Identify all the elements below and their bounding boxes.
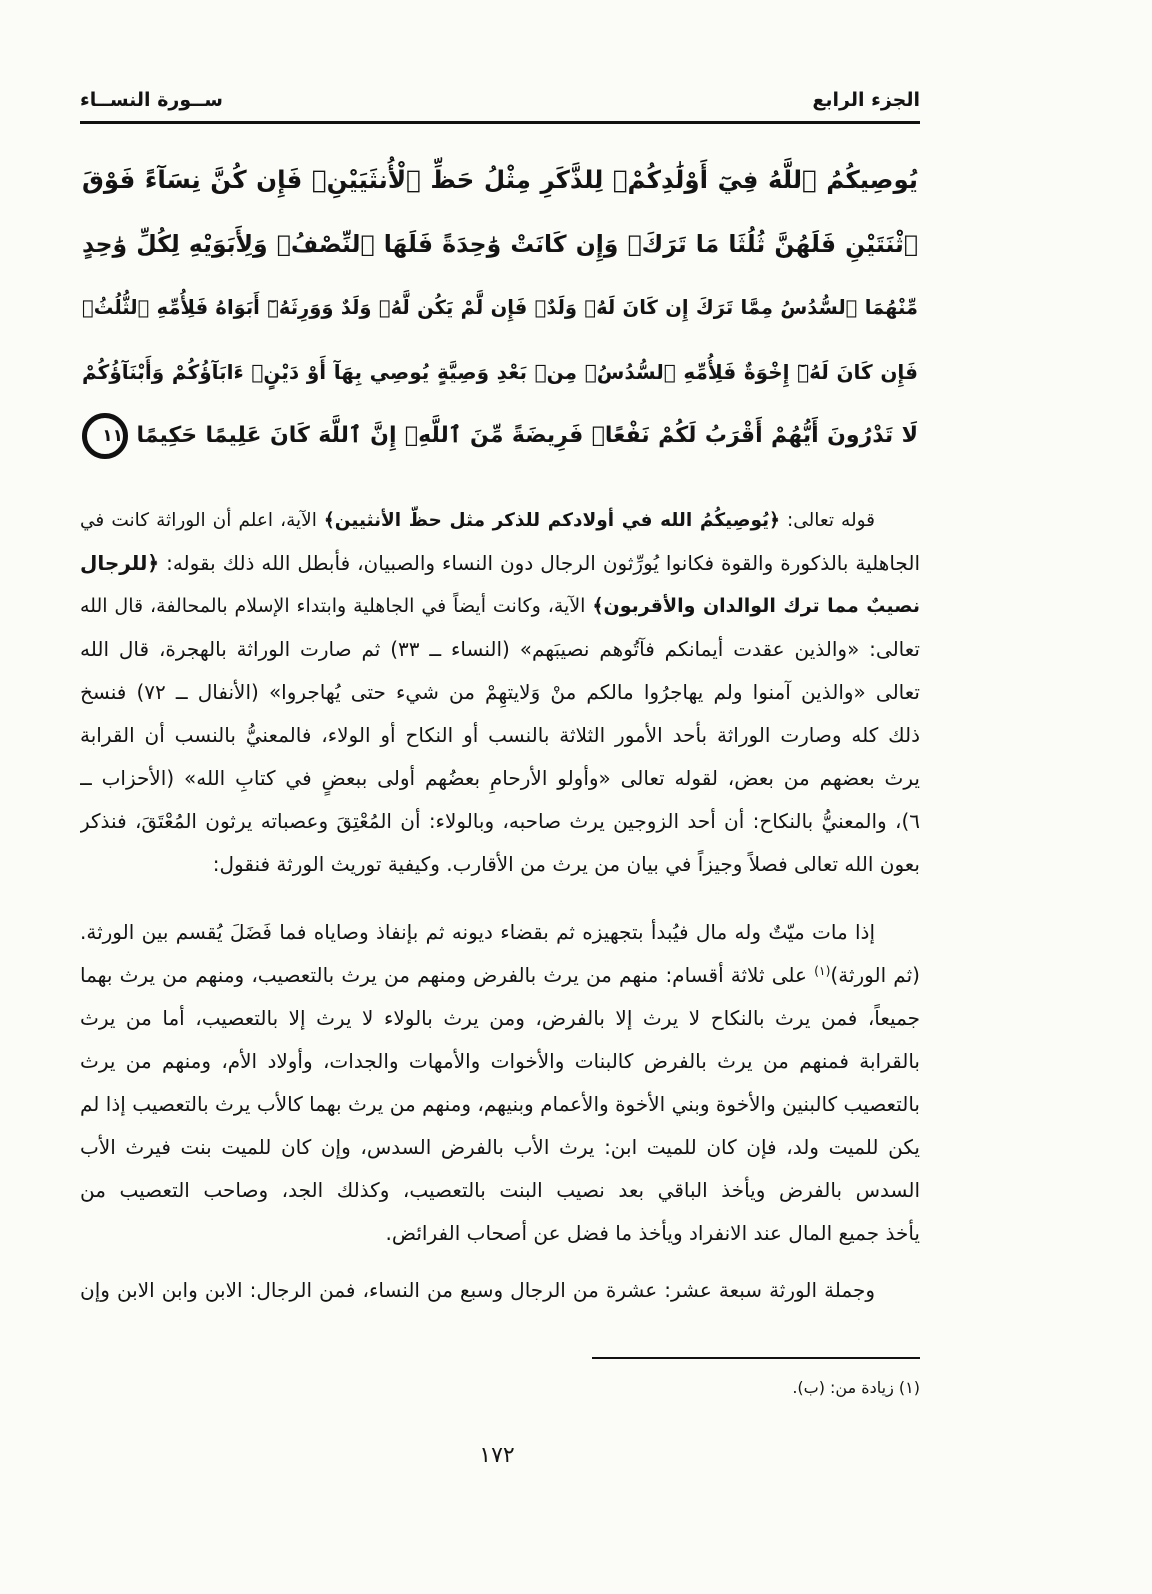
commentary-line: بالتعصيب كالبنين والأخوة وبني الأخوة والأعمام وبنيهم، ومنهم من يرث بهما كالأب يرث بالتعصيب إذا لم xyxy=(80,1092,920,1116)
ayah-number-marker: ١١ xyxy=(82,413,128,459)
text-segment: قوله تعالى: xyxy=(779,510,875,531)
commentary-line xyxy=(80,499,875,542)
quoted-verse: ﴿للرجال xyxy=(80,551,160,575)
verse-line: ٱثْنَتَيْنِ فَلَهُنَّ ثُلُثَا مَا تَرَكَۖ وَإِن كَانَتْ وَٰحِدَةً فَلَهَا ٱلنِّصْفُۚ وَلِأَبَوَيْهِ لِكُلِّ وَٰحِدٍ xyxy=(82,230,918,258)
commentary-paragraph xyxy=(80,499,920,886)
commentary-line xyxy=(80,954,920,997)
commentary-paragraph xyxy=(80,1269,920,1312)
quran-verse-block xyxy=(82,148,918,468)
commentary-line: ٦)، والمعنيُّ بالنكاح: أن أحد الزوجين يرث صاحبه، وبالولاء: أن المُعْتِقَ وعصباته يرثون المُعْتَقَ، فنذكر xyxy=(80,809,920,833)
commentary-line xyxy=(80,585,920,628)
running-header xyxy=(80,84,920,116)
commentary-line: جميعاً، فمن يرث بالنكاح لا يرث إلا بالفرض، ومن يرث بالولاء لا يرث إلا بالتعصيب، أما من يرث xyxy=(80,1006,920,1030)
verse-line: يُوصِيكُمُ ٱللَّهُ فِيٓ أَوْلَٰدِكُمْۖ لِلذَّكَرِ مِثْلُ حَظِّ ٱلْأُنثَيَيْنِۚ فَإِن كُنَّ نِسَآءً فَوْقَ xyxy=(82,165,918,194)
commentary-line xyxy=(80,542,920,585)
verse-line-text: لَا تَدْرُونَ أَيُّهُمْ أَقْرَبُ لَكُمْ نَفْعًاۚ فَرِيضَةً مِّنَ ٱللَّهِۗ إِنَّ ٱللَّهَ كَانَ عَلِيمًا حَكِيمًا xyxy=(136,423,918,448)
commentary-line: تعالى: «والذين عقدت أيمانكم فآتُوهم نصيبَهم» (النساء ــ ٣٣) ثم صارت الوراثة بالهجرة، قال الله xyxy=(80,637,920,661)
quoted-verse: نصيبٌ مما ترك الوالدان والأقربون﴾ xyxy=(592,595,920,617)
commentary-line: إذا مات ميّتٌ وله مال فيُبدأ بتجهيزه ثم بقضاء ديونه ثم بإنفاذ وصاياه فما فَضَلَ يُقسم بين الورثة. xyxy=(80,920,875,944)
verse-line: فَإِن كَانَ لَهُۥٓ إِخْوَةٌ فَلِأُمِّهِ ٱلسُّدُسُۚ مِنۢ بَعْدِ وَصِيَّةٍ يُوصِي بِهَآ أَوْ دَيْنٍۗ ءَابَآؤُكُمْ وَأَبْنَآؤُكُمْ xyxy=(82,360,918,384)
surah-label: ســورة النســاء xyxy=(80,89,223,111)
commentary-paragraph xyxy=(80,911,920,1255)
part-label: الجزء الرابع xyxy=(812,89,920,111)
commentary-line: بالقرابة فمنهم من يرث بالفرض كالبنات والأخوات والأمهات والجدات، وأولاد الأم، ومنهم من يرث xyxy=(80,1049,920,1073)
text-segment: (ثم الورثة) xyxy=(830,963,920,987)
text-segment: على ثلاثة أقسام: منهم من يرث بالفرض ومنهم من يرث بالتعصيب، ومنهم من يرث بهما xyxy=(80,963,815,987)
commentary-line: ذلك كله وصارت الوراثة بأحد الأمور الثلاثة بالنسب أو النكاح أو الولاء، فالمعنيُّ بالنسب أن القرابة xyxy=(80,723,920,747)
commentary-line: بعون الله تعالى فصلاً وجيزاً في بيان من يرث من الأقارب. وكيفية توريث الورثة فنقول: xyxy=(212,852,920,876)
commentary-line: وجملة الورثة سبعة عشر: عشرة من الرجال وسبع من النساء، فمن الرجال: الابن وابن الابن وإن xyxy=(80,1278,875,1302)
header-rule xyxy=(80,121,920,124)
footnote-marker: (١) xyxy=(814,963,831,979)
verse-line: مِّنْهُمَا ٱلسُّدُسُ مِمَّا تَرَكَ إِن كَانَ لَهُۥ وَلَدٌۚ فَإِن لَّمْ يَكُن لَّهُۥ وَلَدٌ وَوَرِثَهُۥٓ أَبَوَاهُ فَلِأُمِّهِ ٱلثُّلُثُۚ xyxy=(82,296,918,319)
commentary-line: يأخذ جميع المال عند الانفراد ويأخذ ما فضل عن أصحاب الفرائض. xyxy=(385,1221,920,1245)
page-number: ١٧٢ xyxy=(479,1443,515,1468)
text-segment: الآية، اعلم أن الوراثة كانت في xyxy=(80,510,324,531)
commentary-line: يكن للميت ولد، فإن كان للميت ابن: يرث الأب بالفرض السدس، وإن كان للميت بنت فيرث الأب xyxy=(80,1135,920,1159)
commentary-line: تعالى «والذين آمنوا ولم يهاجرُوا مالكم منْ وَلايتهِمْ من شيء حتى يُهاجروا» (الأنفال ــ ٧٢) فنسخ xyxy=(80,680,920,704)
text-segment: الجاهلية بالذكورة والقوة فكانوا يُورِّثون الرجال دون النساء والصبيان، فأبطل الله ذلك بقوله: xyxy=(159,551,920,575)
footnote: (١) زيادة من: (ب). xyxy=(792,1378,920,1397)
commentary-line: يرث بعضهم من بعض، لقوله تعالى «وأولو الأرحامِ بعضُهم أولى ببعضٍ في كتابِ الله» (الأحزاب ــ xyxy=(80,766,920,790)
footnote-rule xyxy=(592,1357,920,1359)
quoted-verse: ﴿يُوصِيكُمُ الله في أولادكم للذكر مثل حظّ الأنثيين﴾ xyxy=(323,510,780,531)
commentary-line: السدس بالفرض ويأخذ الباقي بعد نصيب البنت بالتعصيب، وكذلك الجد، وصاحب التعصيب من xyxy=(80,1178,920,1202)
text-segment: الآية، وكانت أيضاً في الجاهلية وابتداء الإسلام بالمحالفة، قال الله xyxy=(80,595,593,617)
verse-line xyxy=(82,404,918,468)
